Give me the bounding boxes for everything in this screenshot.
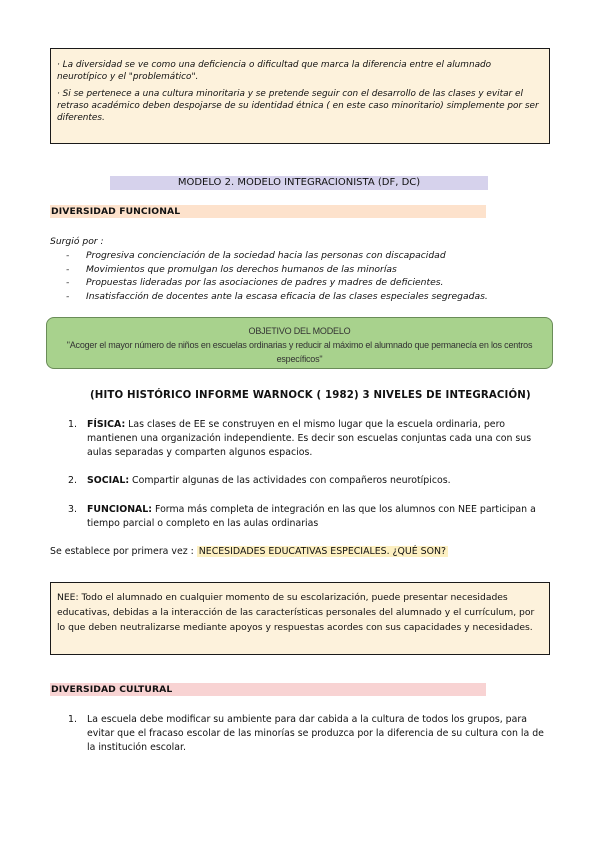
establece-line: Se establece por primera vez : NECESIDADES EDUCATIVAS ESPECIALES. ¿QUÉ SON?: [50, 546, 446, 557]
nee-highlight: NECESIDADES EDUCATIVAS ESPECIALES. ¿QUÉ SON?: [198, 546, 446, 557]
section-heading-diversidad-funcional: DIVERSIDAD FUNCIONAL: [50, 205, 486, 218]
hito-heading: (HITO HISTÓRICO INFORME WARNOCK ( 1982) 3 NIVELES DE INTEGRACIÓN): [90, 390, 531, 401]
list-item: - Propuestas lideradas por las asociaciones de padres y madres de deficientes.: [66, 277, 444, 288]
objective-text: "Acoger el mayor número de niños en escuelas ordinarias y reducir al máximo el alumnado que permanecía en los centros específicos": [66, 340, 533, 364]
model-title: MODELO 2. MODELO INTEGRACIONISTA (DF, DC): [110, 176, 488, 190]
level-label: FUNCIONAL:: [87, 504, 153, 515]
section-heading-diversidad-cultural: DIVERSIDAD CULTURAL: [50, 683, 486, 696]
list-item: 1. La escuela debe modificar su ambiente para dar cabida a la cultura de todos los grupos, para evitar que el fracaso escolar de las minorías se produzca por la diferencia de su cultura con la de la institución escolar.: [68, 714, 544, 753]
level-label: FÍSICA:: [87, 419, 126, 430]
level-label: SOCIAL:: [87, 475, 130, 486]
nee-box: NEE: Todo el alumnado en cualquier momento de su escolarización, puede presentar necesidades educativas, debidas a la interacción de las características personales del alumnado y el currículum, por lo que deben neutralizarse mediante apoyos y respuestas acordes con sus capacidades y necesidades.: [50, 582, 550, 655]
list-item: - Movimientos que promulgan los derechos humanos de las minorías: [66, 263, 397, 275]
causes-list: [66, 249, 488, 303]
list-item: 2. SOCIAL: Compartir algunas de las actividades con compañeros neurotípicos.: [68, 475, 451, 486]
surgio-por-label: Surgió por :: [50, 236, 104, 247]
levels-list-1: [68, 418, 549, 460]
list-item: 1. FÍSICA: Las clases de EE se construyen en el mismo lugar que la escuela ordinaria, pero mantienen una organización independiente. Es decir son escuelas conjuntas cada una con sus aulas separadas y comparten algunos espacios.: [68, 419, 532, 458]
objective-title: OBJETIVO DEL MODELO: [248, 326, 351, 336]
list-item: - Progresiva concienciación de la sociedad hacia las personas con discapacidad: [66, 250, 446, 261]
intro-box: [50, 48, 550, 144]
intro-paragraph-1: · La diversidad se ve como una deficiencia o dificultad que marca la diferencia entre el alumnado neurotípico y el "problemático".: [57, 60, 492, 82]
intro-paragraph-2: · Si se pertenece a una cultura minoritaria y se pretende seguir con el desarrollo de las clases y evitar el retraso académico deben despojarse de su identidad étnica ( en este caso minoritario) simplemente por ser diferentes.: [57, 89, 539, 123]
levels-list-3: [68, 503, 549, 531]
list-item: 3. FUNCIONAL: Forma más completa de integración en las que los alumnos con NEE participan a tiempo parcial o completo en las aulas ordinarias: [68, 504, 536, 529]
list-item: - Insatisfacción de docentes ante la escasa eficacia de las clases especiales segregadas.: [66, 290, 488, 302]
cultural-list: [68, 713, 549, 755]
objective-box: [46, 317, 553, 369]
levels-list-2: [68, 474, 549, 488]
